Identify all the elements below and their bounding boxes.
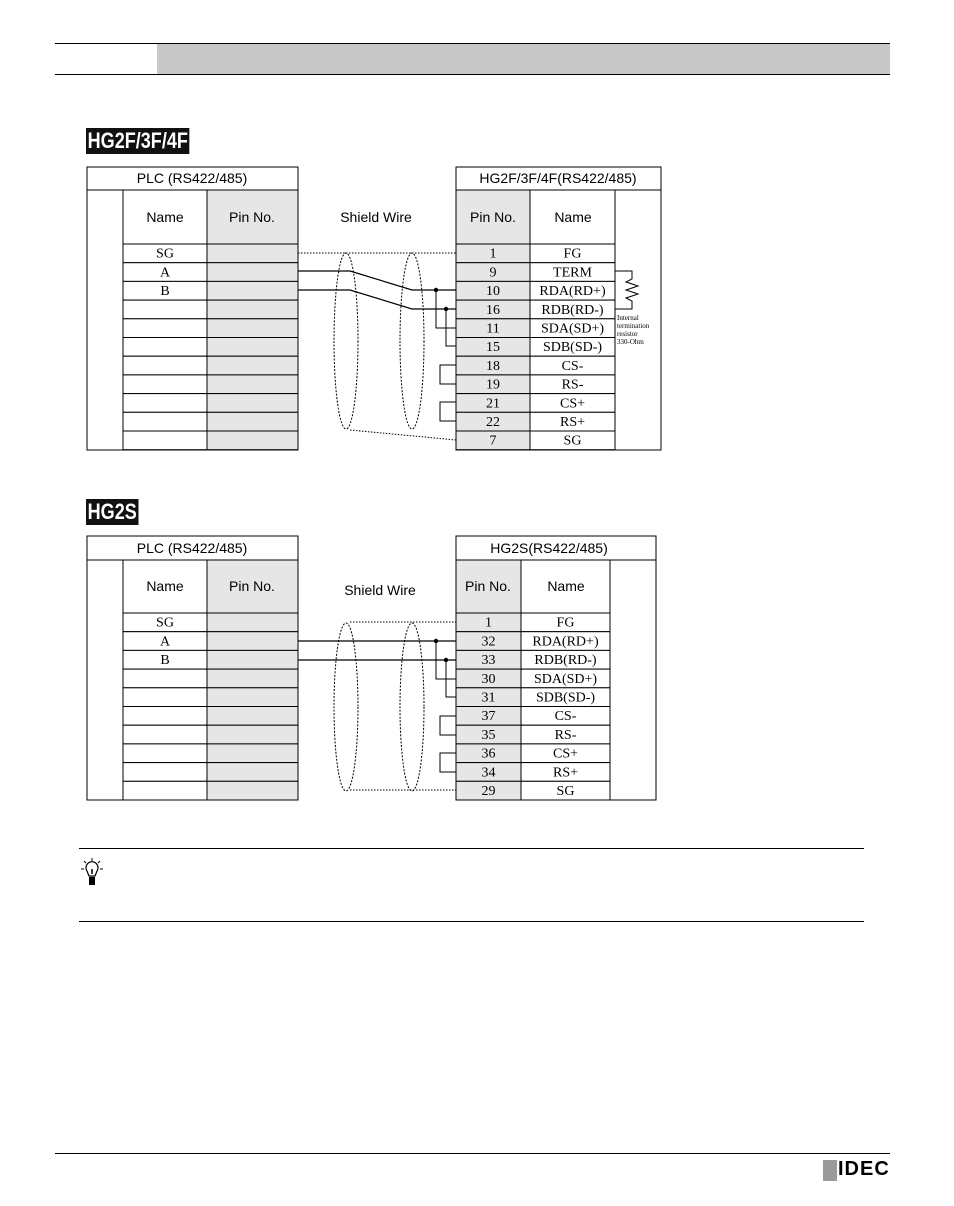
- plc-signal-name: B: [160, 653, 170, 669]
- plc-signal-name: SG: [156, 246, 174, 262]
- section-title-hg2s: HG2S: [87, 499, 137, 524]
- table-cell: [207, 688, 298, 707]
- device-signal-name: RS-: [561, 377, 584, 393]
- device-pin-number: 31: [481, 690, 496, 706]
- table-cell: [207, 244, 298, 263]
- device-col-name: Name: [547, 578, 585, 594]
- plc-col-name: Name: [146, 578, 184, 594]
- device-title: HG2S(RS422/485): [490, 540, 608, 556]
- device-signal-name: SG: [563, 433, 582, 449]
- device-pin-number: 29: [481, 784, 496, 799]
- resistor-note-1: Internal: [617, 314, 639, 322]
- table-cell: [123, 300, 207, 319]
- device-title: HG2F/3F/4F(RS422/485): [479, 170, 637, 186]
- table-cell: [207, 707, 298, 726]
- table-cell: [207, 632, 298, 651]
- device-pin-number: 11: [486, 321, 500, 337]
- device-col-pin: Pin No.: [470, 209, 516, 225]
- table-cell: [207, 319, 298, 338]
- device-pin-number: 7: [489, 433, 497, 449]
- table-cell: [123, 356, 207, 375]
- plc-col-pin: Pin No.: [229, 578, 275, 594]
- plc-signal-name: SG: [156, 615, 174, 631]
- device-pin-number: 19: [486, 377, 500, 393]
- footer-rule: [55, 1153, 890, 1154]
- table-cell: [123, 707, 207, 726]
- device-signal-name: RDA(RD+): [532, 634, 599, 650]
- device-signal-name: CS-: [561, 358, 584, 374]
- idec-logo-block: [823, 1160, 837, 1181]
- device-signal-name: SG: [556, 784, 575, 799]
- device-signal-name: CS+: [552, 746, 579, 762]
- shield-ellipse-right: [400, 253, 424, 429]
- device-signal-name: SDB(SD-): [542, 340, 603, 356]
- table-cell: [207, 263, 298, 282]
- device-pin-number: 9: [489, 265, 497, 281]
- device-pin-number: 34: [481, 765, 496, 781]
- resistor-note-2: termination: [617, 322, 650, 330]
- table-cell: [207, 338, 298, 357]
- table-cell: [207, 300, 298, 319]
- device-signal-name: RS+: [559, 415, 586, 430]
- wire-a: [298, 271, 456, 290]
- table-cell: [123, 725, 207, 744]
- shield-line-bottom: [350, 430, 456, 440]
- device-signal-name: RS+: [552, 765, 579, 781]
- plc-title: PLC (RS422/485): [136, 170, 248, 186]
- table-cell: [123, 744, 207, 763]
- resistor-note-3: resistor: [617, 330, 638, 338]
- table-cell: [207, 781, 298, 800]
- resistor-note-4: 330-Ohm: [617, 338, 644, 346]
- table-cell: [207, 412, 298, 431]
- plc-signal-name: B: [160, 284, 170, 300]
- table-cell: [207, 763, 298, 782]
- table-cell: [123, 375, 207, 394]
- device-pin-number: 21: [486, 396, 500, 412]
- table-cell: [207, 613, 298, 632]
- shield-ellipse-left: [334, 253, 358, 429]
- device-signal-name: TERM: [553, 265, 592, 281]
- table-cell: [123, 431, 207, 450]
- device-signal-name: FG: [556, 615, 575, 631]
- device-signal-name: RDB(RD-): [541, 302, 604, 318]
- device-pin-number: 15: [486, 340, 500, 356]
- table-cell: [123, 319, 207, 338]
- device-signal-name: FG: [563, 246, 582, 262]
- device-pin-number: 32: [481, 634, 496, 650]
- plc-col-pin: Pin No.: [229, 209, 275, 225]
- table-cell: [123, 412, 207, 431]
- plc-title: PLC (RS422/485): [136, 540, 248, 556]
- device-signal-name: RDA(RD+): [539, 284, 606, 300]
- section-title-hg2f: HG2F/3F/4F: [87, 128, 188, 153]
- device-col-pin: Pin No.: [465, 578, 511, 594]
- device-pin-number: 18: [486, 358, 500, 374]
- note-bottom-rule: [79, 921, 864, 922]
- shield-ellipse-left: [334, 623, 358, 791]
- idec-logo: IDEC: [838, 1158, 890, 1180]
- device-pin-number: 30: [481, 671, 496, 687]
- device-pin-number: 37: [481, 709, 496, 725]
- device-pin-number: 33: [481, 653, 496, 669]
- table-cell: [207, 744, 298, 763]
- lightbulb-icon: [79, 856, 105, 892]
- shield-ellipse-right: [400, 623, 424, 791]
- device-signal-name: CS+: [559, 396, 586, 412]
- device-signal-name: SDA(SD+): [533, 671, 598, 687]
- plc-col-name: Name: [146, 209, 184, 225]
- plc-signal-name: A: [159, 634, 171, 650]
- table-cell: [207, 356, 298, 375]
- device-signal-name: RDB(RD-): [534, 653, 597, 669]
- device-pin-number: 16: [486, 302, 500, 318]
- device-pin-number: 1: [485, 615, 492, 631]
- table-cell: [207, 431, 298, 450]
- plc-signal-name: A: [159, 265, 171, 281]
- device-pin-number: 22: [486, 415, 500, 430]
- table-cell: [207, 394, 298, 413]
- device-signal-name: SDA(SD+): [540, 321, 605, 337]
- shield-wire-label: Shield Wire: [340, 209, 412, 225]
- device-pin-number: 10: [486, 284, 500, 300]
- table-cell: [207, 375, 298, 394]
- device-pin-number: 36: [481, 746, 496, 762]
- table-cell: [207, 669, 298, 688]
- shield-wire-label: Shield Wire: [344, 582, 416, 598]
- table-cell: [123, 781, 207, 800]
- table-cell: [123, 338, 207, 357]
- device-col-name: Name: [554, 209, 592, 225]
- table-cell: [207, 281, 298, 300]
- table-cell: [123, 669, 207, 688]
- device-signal-name: RS-: [554, 727, 577, 743]
- table-cell: [207, 650, 298, 669]
- table-cell: [207, 725, 298, 744]
- note-top-rule: [79, 848, 864, 849]
- device-pin-number: 35: [481, 727, 496, 743]
- device-signal-name: SDB(SD-): [535, 690, 596, 706]
- device-pin-number: 1: [489, 246, 497, 262]
- wire-b: [298, 290, 456, 309]
- table-cell: [123, 394, 207, 413]
- table-cell: [123, 763, 207, 782]
- device-signal-name: CS-: [554, 709, 577, 725]
- table-cell: [123, 688, 207, 707]
